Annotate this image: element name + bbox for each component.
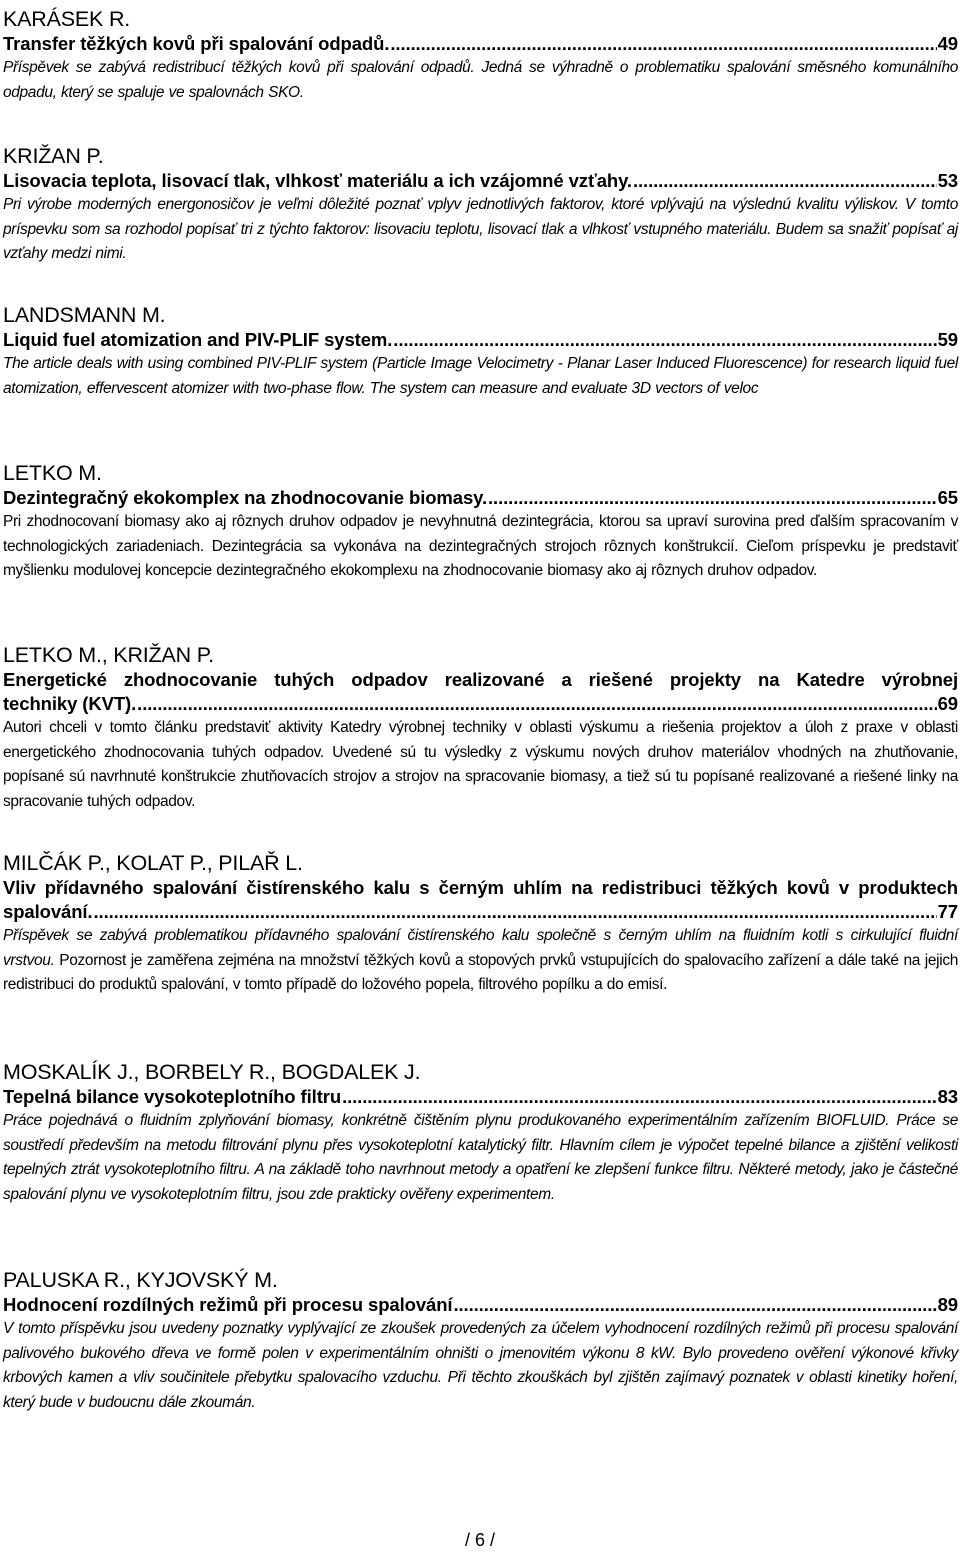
- entry-title-row: [3, 692, 958, 716]
- abstract-italic-text: Práce pojednává o fluidním zplyňování biomasy, konkrétně čištěním plynu produkovaného experimentálním zařízením BIOFLUID. Práce se soustředí především na metodu filtrování plynu přes vysokoteplotní katalytický filtr. Hlavním cílem je výpočet tepelné bilance a zjištění velikosti tepelných ztrát vysokoteplotního filtru. A na základě toho navrhnout metody a opatření ke zlepšení funkce filtru. Některé metody, jako je částečné spalování plynu ve vysokoteplotním filtru, jsou zde prakticky ověřeny experimentem.: [3, 1112, 958, 1203]
- entry-page-number: 89: [937, 1294, 958, 1315]
- entry-abstract: [3, 193, 958, 267]
- entry-title: Hodnocení rozdílných režimů při procesu spalování: [3, 1294, 453, 1315]
- entry-title-row: [3, 1293, 958, 1317]
- entry-abstract: [3, 716, 958, 814]
- entry-abstract: [3, 56, 958, 105]
- entry-title-row: [3, 1085, 958, 1109]
- entry-abstract: [3, 924, 958, 998]
- abstract-italic-text: V tomto příspěvku jsou uvedeny poznatky vyplývající ze zkoušek provedených za účelem vyhodnocení rozdílných režimů při procesu spalování palivového bukového dřeva ve formě polen v experimentálním ohništi o jmenovitém výkonu 8 kW. Bylo provedeno ověření výkonové křivky krbových kamen a vliv součinitele přebytku spalovacího vzduchu. Při těchto zkouškách byl zjištěn zajímavý poznatek v oblasti kinetiky hoření, který bude v budoucnu dále zkoumán.: [3, 1320, 958, 1411]
- toc-entry: [3, 143, 958, 267]
- entry-authors: LETKO M., KRIŽAN P.: [3, 643, 214, 667]
- page-number-footer: / 6 /: [464, 1530, 495, 1550]
- entry-authors: LANDSMANN M.: [3, 303, 166, 327]
- toc-entry: [3, 850, 958, 998]
- abstract-italic-text: The article deals with using combined PIV-PLIF system (Particle Image Velocimetry - Planar Laser Induced Fluorescence) for research liquid fuel atomization, effervescent atomizer with two-phase flow. The system can measure and evaluate 3D vectors of veloc: [3, 355, 958, 397]
- abstract-plain-text: Pri zhodnocovaní biomasy ako aj rôznych druhov odpadov je nevyhnutná dezintegrácia, ktorou sa upraví surovina pred ďalším spracovaním v technologických zariadeniach. Dezintegrácia sa vykonáva na dezintegračných strojoch rôznych konštrukcií. Cieľom príspevku je predstaviť myšlienku modulovej koncepcie dezintegračného ekokomplexu na zhodnocovanie biomasy ako aj rôznych druhov odpadov.: [3, 513, 958, 580]
- entry-page-number: 83: [937, 1086, 958, 1107]
- entry-title: Tepelná bilance vysokoteplotního filtru: [3, 1086, 342, 1107]
- entry-page-number: 77: [937, 901, 958, 922]
- entry-authors: KRIŽAN P.: [3, 144, 104, 168]
- entry-title-row: [3, 32, 958, 56]
- entry-authors: MOSKALÍK J., BORBELY R., BOGDALEK J.: [3, 1060, 421, 1084]
- entry-title-line1: Vliv přídavného spalování čistírenského kalu s černým uhlím na redistribuci těžkých kovů v produktech: [3, 877, 958, 898]
- abstract-italic-text: Příspěvek se zabývá problematikou přídavného spalování čistírenského kalu společně s černým uhlím na fluidním kotli s cirkulující fluidní vrstvou.: [3, 927, 958, 969]
- leader-dots: [390, 32, 936, 56]
- entry-title-row: [3, 169, 958, 193]
- entry-page-number: 65: [937, 487, 958, 508]
- abstract-plain-text: Pozornost je zaměřena zejména na množství těžkých kovů a stopových prvků vstupujících do spalovacího zařízení a dále také na jejich redistribuci do produktů spalování, v tomto případě do ložového popela, filtrového popílku a do emisí.: [3, 951, 959, 994]
- leader-dots: [633, 169, 937, 193]
- entry-authors: MILČÁK P., KOLAT P., PILAŘ L.: [3, 851, 303, 875]
- entry-authors: PALUSKA R., KYJOVSKÝ M.: [3, 1268, 278, 1292]
- abstract-italic-text: Příspěvek se zabývá redistribucí těžkých kovů při spalování odpadů. Jedná se výhradně o problematiku spalování směsného komunálního odpadu, který se spaluje ve spalovnách SKO.: [3, 59, 958, 101]
- leader-dots: [453, 1293, 936, 1317]
- toc-entry: [3, 1059, 958, 1207]
- leader-dots: [137, 692, 936, 716]
- toc-entry: [3, 642, 958, 814]
- entry-abstract: [3, 1317, 958, 1415]
- leader-dots: [342, 1085, 937, 1109]
- leader-dots: [488, 486, 937, 510]
- entry-title: spalování.: [3, 901, 93, 922]
- entry-page-number: 49: [937, 33, 958, 54]
- entry-title: Lisovacia teplota, lisovací tlak, vlhkosť materiálu a ich vzájomné vzťahy.: [3, 170, 632, 191]
- toc-entry: [3, 1267, 958, 1415]
- entry-title-line1: Energetické zhodnocovanie tuhých odpadov realizované a riešené projekty na Katedre výrobnej: [3, 669, 958, 690]
- leader-dots: [93, 900, 936, 924]
- leader-dots: [393, 328, 936, 352]
- entry-title-row: [3, 328, 958, 352]
- entry-page-number: 59: [937, 329, 958, 350]
- entry-title: Transfer těžkých kovů při spalování odpadů.: [3, 33, 390, 54]
- toc-entry: [3, 302, 958, 401]
- entry-authors: KARÁSEK R.: [3, 7, 131, 31]
- entry-title-row: [3, 900, 958, 924]
- entry-title: Liquid fuel atomization and PIV-PLIF system.: [3, 329, 393, 350]
- entry-page-number: 69: [937, 693, 958, 714]
- abstract-italic-text: Pri výrobe moderných energonosičov je veľmi dôležité poznať vplyv jednotlivých faktorov, ktoré vplývajú na výslednú kvalitu výliskov. V tomto príspevku som sa rozhodol popísať tri z týchto faktorov: lisovaciu teplotu, lisovací tlak a vlhkosť vstupného materiálu. Budem sa snažiť popísať aj vzťahy medzi nimi.: [3, 196, 958, 263]
- toc-entry: [3, 460, 958, 584]
- entry-abstract: [3, 352, 958, 401]
- entry-page-number: 53: [937, 170, 958, 191]
- entry-title-row: [3, 486, 958, 510]
- entry-authors: LETKO M.: [3, 461, 102, 485]
- entry-title: techniky (KVT).: [3, 693, 137, 714]
- entry-abstract: [3, 1109, 958, 1207]
- entry-abstract: [3, 510, 958, 584]
- toc-entry: [3, 6, 958, 105]
- entry-title: Dezintegračný ekokomplex na zhodnocovanie biomasy.: [3, 487, 488, 508]
- abstract-plain-text: Autori chceli v tomto článku predstaviť aktivity Katedry výrobnej techniky v oblasti výskumu a riešenia projektov a úloh z praxe v oblasti energetického zhodnocovania tuhých odpadov. Uvedené sú tu výsledky z výskumu nových druhov materiálov vhodných na zhutňovanie, popísané sú navrhnuté konštrukcie zhutňovacích strojov a strojov na spracovanie biomasy, a tiež sú tu popísané realizované a riešené linky na spracovanie tuhých odpadov.: [3, 719, 958, 810]
